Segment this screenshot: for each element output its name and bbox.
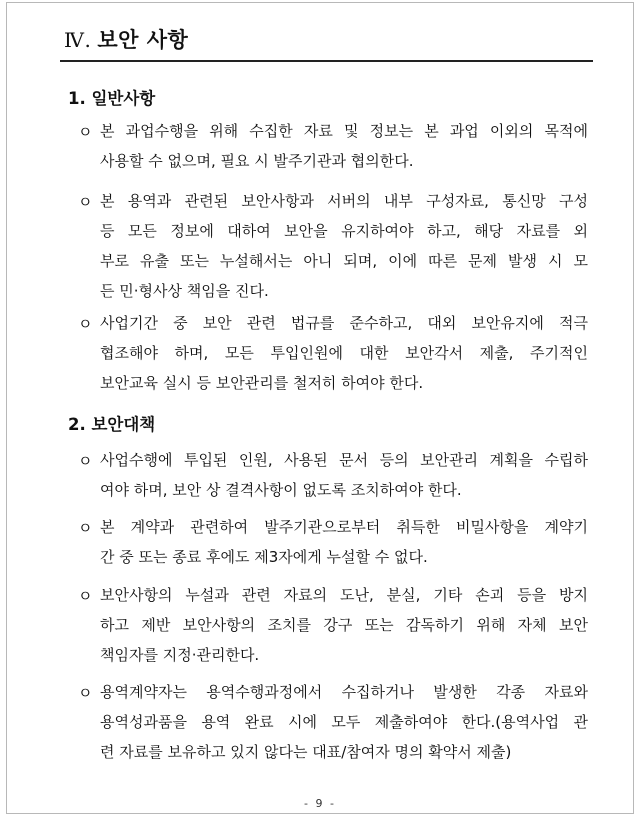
bullet-circle: ㅇ	[78, 193, 93, 211]
text-line: 든 민·형사상 책임을 진다.	[100, 282, 269, 300]
text-line: 사업기간 중 보안 관련 법규를 준수하고, 대외 보안유지에 적극	[100, 314, 588, 332]
text-line: 협조해야 하며, 모든 투입인원에 대한 보안각서 제출, 주기적인	[100, 344, 588, 362]
text-line: 보안사항의 누설과 관련 자료의 도난, 분실, 기타 손괴 등을 방지	[100, 586, 588, 604]
text-line: 용역계약자는 용역수행과정에서 수집하거나 발생한 각종 자료와	[100, 683, 588, 701]
text-line: 사업수행에 투입된 인원, 사용된 문서 등의 보안관리 계획을 수립하	[100, 451, 588, 469]
bullet-circle: ㅇ	[78, 519, 93, 537]
bullet-circle: ㅇ	[78, 123, 93, 141]
list-item-text	[100, 512, 588, 572]
chapter-title-text: 보안 사항	[97, 28, 189, 52]
list-item-text	[100, 186, 588, 306]
bullet-circle: ㅇ	[78, 452, 93, 470]
chapter-underline	[60, 60, 593, 62]
text-line: 용역성과품을 용역 완료 시에 모두 제출하여야 한다.(용역사업 관	[100, 713, 588, 731]
chapter-title	[64, 24, 188, 54]
section-heading-security-measures: 2. 보안대책	[68, 415, 156, 434]
text-line: 등 모든 정보에 대하여 보안을 유지하여야 하고, 해당 자료를 외	[100, 222, 588, 240]
text-line: 책임자를 지정·관리한다.	[100, 646, 260, 664]
text-line: 본 계약과 관련하여 발주기관으로부터 취득한 비밀사항을 계약기	[100, 518, 588, 536]
list-item-text	[100, 445, 588, 505]
text-line: 사용할 수 없으며, 필요 시 발주기관과 협의한다.	[100, 152, 414, 170]
bullet-circle: ㅇ	[78, 315, 93, 333]
text-line: 간 중 또는 종료 후에도 제3자에게 누설할 수 없다.	[100, 548, 428, 566]
text-line: 여야 하며, 보안 상 결격사항이 없도록 조치하여야 한다.	[100, 481, 462, 499]
list-item-text	[100, 116, 588, 176]
bullet-circle: ㅇ	[78, 587, 93, 605]
text-line: 련 자료를 보유하고 있지 않다는 대표/참여자 명의 확약서 제출)	[100, 743, 512, 761]
text-line: 본 과업수행을 위해 수집한 자료 및 정보는 본 과업 이외의 목적에	[100, 122, 588, 140]
section-heading-general: 1. 일반사항	[68, 89, 156, 108]
text-line: 부로 유출 또는 누설해서는 아니 되며, 이에 따른 문제 발생 시 모	[100, 252, 588, 270]
bullet-circle: ㅇ	[78, 684, 93, 702]
text-line: 보안교육 실시 등 보안관리를 철저히 하여야 한다.	[100, 374, 424, 392]
text-line: 하고 제반 보안사항의 조치를 강구 또는 감독하기 위해 자체 보안	[100, 616, 588, 634]
text-line: 본 용역과 관련된 보안사항과 서버의 내부 구성자료, 통신망 구성	[100, 192, 588, 210]
list-item-text	[100, 580, 588, 670]
list-item-text	[100, 677, 588, 767]
list-item-text	[100, 308, 588, 398]
page-number: - 9 -	[304, 797, 336, 810]
chapter-number: Ⅳ.	[64, 28, 92, 52]
